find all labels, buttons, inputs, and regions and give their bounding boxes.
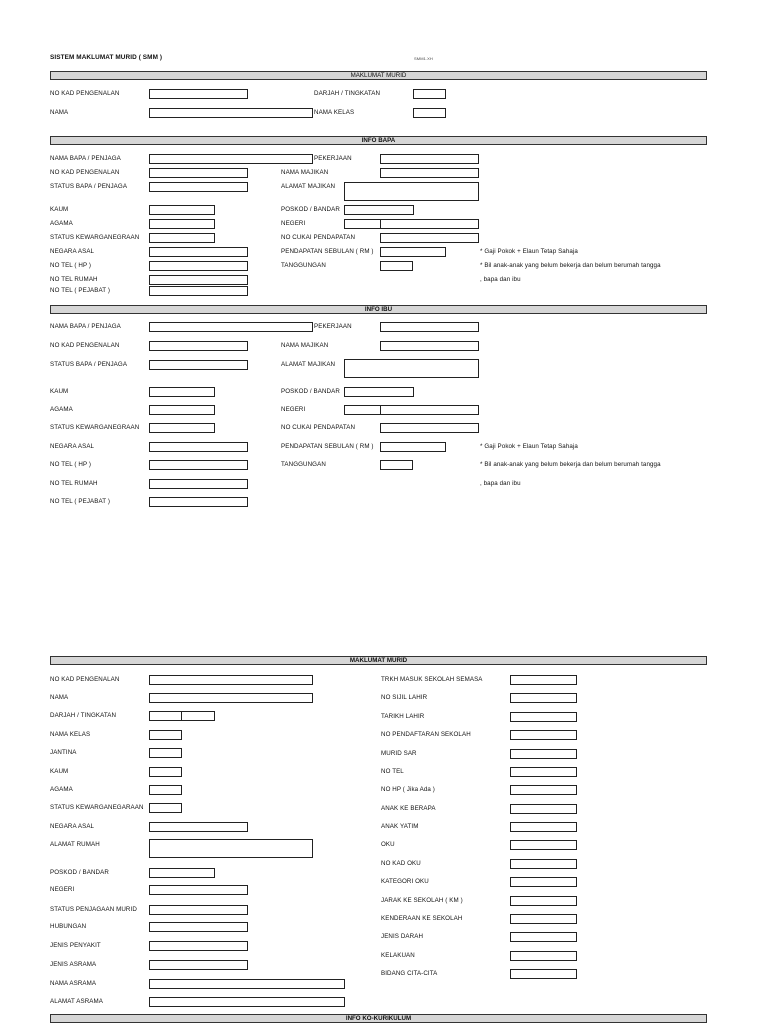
s2-left-label: NAMA — [50, 694, 69, 701]
s2-left-label: POSKOD / BANDAR — [50, 869, 109, 876]
label-darjah: DARJAH / TINGKATAN — [314, 90, 381, 97]
s2-right-input[interactable] — [510, 932, 577, 942]
input-ibu-status[interactable] — [149, 360, 248, 370]
input-nama-kelas[interactable] — [413, 108, 446, 118]
s2-right-input[interactable] — [510, 785, 577, 795]
label-ibu-poskod: POSKOD / BANDAR — [281, 388, 340, 395]
s2-right-label: NO SIJIL LAHIR — [381, 694, 428, 701]
s2-left-label: KAUM — [50, 768, 69, 775]
section-bar-maklumat-murid: MAKLUMAT MURID — [50, 71, 707, 80]
s2-left-label: STATUS KEWARGANEGARAAN — [50, 804, 144, 811]
s2-right-label: TARIKH LAHIR — [381, 713, 425, 720]
s2-left-input[interactable] — [149, 922, 248, 932]
s2-right-input[interactable] — [510, 896, 577, 906]
input-bapa-nama[interactable] — [149, 154, 313, 164]
s2-right-label: KELAKUAN — [381, 952, 415, 959]
note-bapa-ibu: , bapa dan ibu — [480, 276, 521, 283]
s2-right-label: NO HP ( Jika Ada ) — [381, 786, 435, 793]
label-ibu-negara: NEGARA ASAL — [50, 443, 95, 450]
s2-right-input[interactable] — [510, 840, 577, 850]
label-bapa-pendapatan: PENDAPATAN SEBULAN ( RM ) — [281, 248, 374, 255]
input-ibu-tanggungan[interactable] — [380, 460, 413, 470]
s2-right-input[interactable] — [510, 730, 577, 740]
page-title: SISTEM MAKLUMAT MURID ( SMM ) — [50, 54, 163, 61]
s2-left-input[interactable] — [149, 885, 248, 895]
s2-right-label: BIDANG CITA-CITA — [381, 970, 438, 977]
s2-left-input[interactable] — [149, 941, 248, 951]
input-nama[interactable] — [149, 108, 313, 118]
label-ibu-pendapatan: PENDAPATAN SEBULAN ( RM ) — [281, 443, 374, 450]
s2-left-label: HUBUNGAN — [50, 923, 87, 930]
label-bapa-kewarganegaraan: STATUS KEWARGANEGRAAN — [50, 234, 140, 241]
label-bapa-negeri: NEGERI — [281, 220, 306, 227]
s2-left-label: JENIS PENYAKIT — [50, 942, 101, 949]
s2-right-label: NO KAD OKU — [381, 860, 421, 867]
label-bapa-tel-hp: NO TEL ( HP ) — [50, 262, 92, 269]
s2-left-input[interactable] — [149, 785, 182, 795]
s2-left-label: NEGERI — [50, 886, 75, 893]
input-bapa-agama[interactable] — [149, 219, 215, 229]
input-bapa-pendapatan[interactable] — [380, 247, 446, 257]
s2-left-input[interactable] — [149, 693, 313, 703]
s2-right-input[interactable] — [510, 877, 577, 887]
s2-right-input[interactable] — [510, 859, 577, 869]
s2-right-label: KATEGORI OKU — [381, 878, 429, 885]
label-bapa-alamat-majikan: ALAMAT MAJIKAN — [281, 183, 336, 190]
input-bapa-tel-pejabat[interactable] — [149, 286, 248, 296]
s2-right-input[interactable] — [510, 914, 577, 924]
input-ibu-agama[interactable] — [149, 405, 215, 415]
input-bapa-poskod[interactable] — [344, 205, 414, 215]
s2-right-label: KENDERAAN KE SEKOLAH — [381, 915, 463, 922]
input-bapa-tel-hp[interactable] — [149, 261, 248, 271]
s2-right-label: ANAK KE BERAPA — [381, 805, 436, 812]
input-ibu-kewarganegaraan[interactable] — [149, 423, 215, 433]
s2-left-input[interactable] — [149, 868, 215, 878]
input-bapa-pekerjaan[interactable] — [380, 154, 479, 164]
s2-left-input[interactable] — [149, 767, 182, 777]
s2-left-label: JANTINA — [50, 749, 77, 756]
s2-right-label: NO PENDAFTARAN SEKOLAH — [381, 731, 471, 738]
input-bapa-kaum[interactable] — [149, 205, 215, 215]
input-ibu-cukai[interactable] — [380, 423, 479, 433]
note-bapa-gaji: * Gaji Pokok + Elaun Tetap Sahaja — [480, 248, 578, 255]
s2-left-input[interactable] — [149, 997, 345, 1007]
section-bar-info-bapa: INFO BAPA — [50, 136, 707, 145]
note-ibu-ibu: , bapa dan ibu — [480, 480, 521, 487]
label-ibu-kaum: KAUM — [50, 388, 69, 395]
s2-right-input[interactable] — [510, 804, 577, 814]
label-ibu-nama-majikan: NAMA MAJIKAN — [281, 342, 329, 349]
s2-left-input[interactable] — [149, 960, 248, 970]
s2-left-label: ALAMAT ASRAMA — [50, 998, 103, 1005]
label-ibu-no-kp: NO KAD PENGENALAN — [50, 342, 120, 349]
s2-left-input[interactable] — [149, 803, 182, 813]
s2-left-label: NAMA ASRAMA — [50, 980, 97, 987]
input-ibu-alamat-majikan[interactable] — [344, 359, 479, 378]
label-ibu-pekerjaan: PEKERJAAN — [314, 323, 352, 330]
s2-left-label: NO KAD PENGENALAN — [50, 676, 120, 683]
s2-left-input[interactable] — [149, 905, 248, 915]
label-ibu-tel-hp: NO TEL ( HP ) — [50, 461, 92, 468]
s2-right-input[interactable] — [510, 969, 577, 979]
input-ibu-tel-rumah[interactable] — [149, 479, 248, 489]
s2-left-input[interactable] — [149, 730, 182, 740]
note-ibu-tanggungan: * Bil anak-anak yang belum bekerja dan belum berumah tangga — [480, 461, 661, 468]
label-ibu-negeri: NEGERI — [281, 406, 306, 413]
label-bapa-cukai: NO CUKAI PENDAPATAN — [281, 234, 356, 241]
input-bapa-alamat-majikan[interactable] — [344, 182, 479, 201]
label-bapa-tanggungan: TANGGUNGAN — [281, 262, 326, 269]
note-ibu-gaji: * Gaji Pokok + Elaun Tetap Sahaja — [480, 443, 578, 450]
s2-left-input[interactable] — [149, 748, 182, 758]
s2-right-input[interactable] — [510, 767, 577, 777]
label-no-kp: NO KAD PENGENALAN — [50, 90, 120, 97]
s2-right-input[interactable] — [510, 712, 577, 722]
label-bapa-agama: AGAMA — [50, 220, 73, 227]
section-bar-info-ibu: INFO IBU — [50, 305, 707, 314]
label-bapa-no-kp: NO KAD PENGENALAN — [50, 169, 120, 176]
label-bapa-nama-majikan: NAMA MAJIKAN — [281, 169, 329, 176]
s2-left-input[interactable] — [149, 979, 345, 989]
label-ibu-tanggungan: TANGGUNGAN — [281, 461, 326, 468]
input-ibu-tel-hp[interactable] — [149, 460, 248, 470]
s2-right-input[interactable] — [510, 675, 577, 685]
s2-left-label: NEGARA ASAL — [50, 823, 95, 830]
label-bapa-tel-rumah: NO TEL RUMAH — [50, 276, 98, 283]
s2-right-label: ANAK YATIM — [381, 823, 419, 830]
label-nama: NAMA — [50, 109, 69, 116]
input-darjah[interactable] — [413, 89, 446, 99]
input-ibu-pendapatan[interactable] — [380, 442, 446, 452]
input-bapa-negara[interactable] — [149, 247, 248, 257]
input-ibu-kaum[interactable] — [149, 387, 215, 397]
s2-left-label: DARJAH / TINGKATAN — [50, 712, 117, 719]
s2-right-label: JENIS DARAH — [381, 933, 424, 940]
s2-right-input[interactable] — [510, 822, 577, 832]
s2-left-label: ALAMAT RUMAH — [50, 841, 100, 848]
label-ibu-cukai: NO CUKAI PENDAPATAN — [281, 424, 356, 431]
s2-left-label: STATUS PENJAGAAN MURID — [50, 906, 137, 913]
s2-right-label: MURID SAR — [381, 750, 417, 757]
s2-right-label: JARAK KE SEKOLAH ( KM ) — [381, 897, 463, 904]
label-ibu-kewarganegaraan: STATUS KEWARGANEGRAAN — [50, 424, 140, 431]
input-ibu-no-kp[interactable] — [149, 341, 248, 351]
s2-left-input[interactable] — [149, 711, 182, 721]
input-no-kp[interactable] — [149, 89, 248, 99]
label-bapa-status: STATUS BAPA / PENJAGA — [50, 183, 128, 190]
input-ibu-poskod[interactable] — [344, 387, 414, 397]
note-bapa-tanggungan: * Bil anak-anak yang belum bekerja dan belum berumah tangga — [480, 262, 661, 269]
s2-right-label: NO TEL — [381, 768, 404, 775]
s2-left-label: JENIS ASRAMA — [50, 961, 97, 968]
label-bapa-tel-pejabat: NO TEL ( PEJABAT ) — [50, 287, 111, 294]
s2-right-input[interactable] — [510, 693, 577, 703]
s2-right-label: TRKH MASUK SEKOLAH SEMASA — [381, 676, 483, 683]
s2-right-input[interactable] — [510, 749, 577, 759]
label-ibu-tel-pejabat: NO TEL ( PEJABAT ) — [50, 498, 111, 505]
label-bapa-kaum: KAUM — [50, 206, 69, 213]
input-bapa-cukai[interactable] — [380, 233, 479, 243]
s2-left-label: NAMA KELAS — [50, 731, 91, 738]
label-bapa-poskod: POSKOD / BANDAR — [281, 206, 340, 213]
input-ibu-nama[interactable] — [149, 322, 313, 332]
input-bapa-status[interactable] — [149, 182, 248, 192]
section-bar-info-kokurikulum: INFO KO-KURIKULUM — [50, 1014, 707, 1023]
input-bapa-no-kp[interactable] — [149, 168, 248, 178]
input-bapa-negeri[interactable] — [380, 219, 479, 229]
label-ibu-status: STATUS BAPA / PENJAGA — [50, 361, 128, 368]
s2-right-label: OKU — [381, 841, 395, 848]
s2-left-input[interactable] — [149, 839, 313, 858]
s2-left-input[interactable] — [149, 822, 248, 832]
s2-left-label: AGAMA — [50, 786, 73, 793]
input-ibu-tel-pejabat[interactable] — [149, 497, 248, 507]
s2-left-input[interactable] — [181, 711, 215, 721]
input-bapa-kewarganegaraan[interactable] — [149, 233, 215, 243]
header-code: SMM1.XH — [414, 56, 433, 61]
input-ibu-negeri-code[interactable] — [344, 405, 381, 415]
label-ibu-agama: AGAMA — [50, 406, 73, 413]
label-bapa-nama: NAMA BAPA / PENJAGA — [50, 155, 121, 162]
input-bapa-tel-rumah[interactable] — [149, 275, 248, 285]
section-bar-maklumat-murid-2: MAKLUMAT MURID — [50, 656, 707, 665]
label-ibu-nama: NAMA BAPA / PENJAGA — [50, 323, 121, 330]
label-bapa-negara: NEGARA ASAL — [50, 248, 95, 255]
input-ibu-pekerjaan[interactable] — [380, 322, 479, 332]
label-ibu-tel-rumah: NO TEL RUMAH — [50, 480, 98, 487]
s2-right-input[interactable] — [510, 951, 577, 961]
s2-left-input[interactable] — [149, 675, 313, 685]
input-bapa-tanggungan[interactable] — [380, 261, 413, 271]
input-ibu-nama-majikan[interactable] — [380, 341, 479, 351]
input-bapa-nama-majikan[interactable] — [380, 168, 479, 178]
label-ibu-alamat-majikan: ALAMAT MAJIKAN — [281, 361, 336, 368]
input-ibu-negeri[interactable] — [380, 405, 479, 415]
input-ibu-negara[interactable] — [149, 442, 248, 452]
label-nama-kelas: NAMA KELAS — [314, 109, 355, 116]
input-bapa-negeri-code[interactable] — [344, 219, 381, 229]
label-bapa-pekerjaan: PEKERJAAN — [314, 155, 352, 162]
